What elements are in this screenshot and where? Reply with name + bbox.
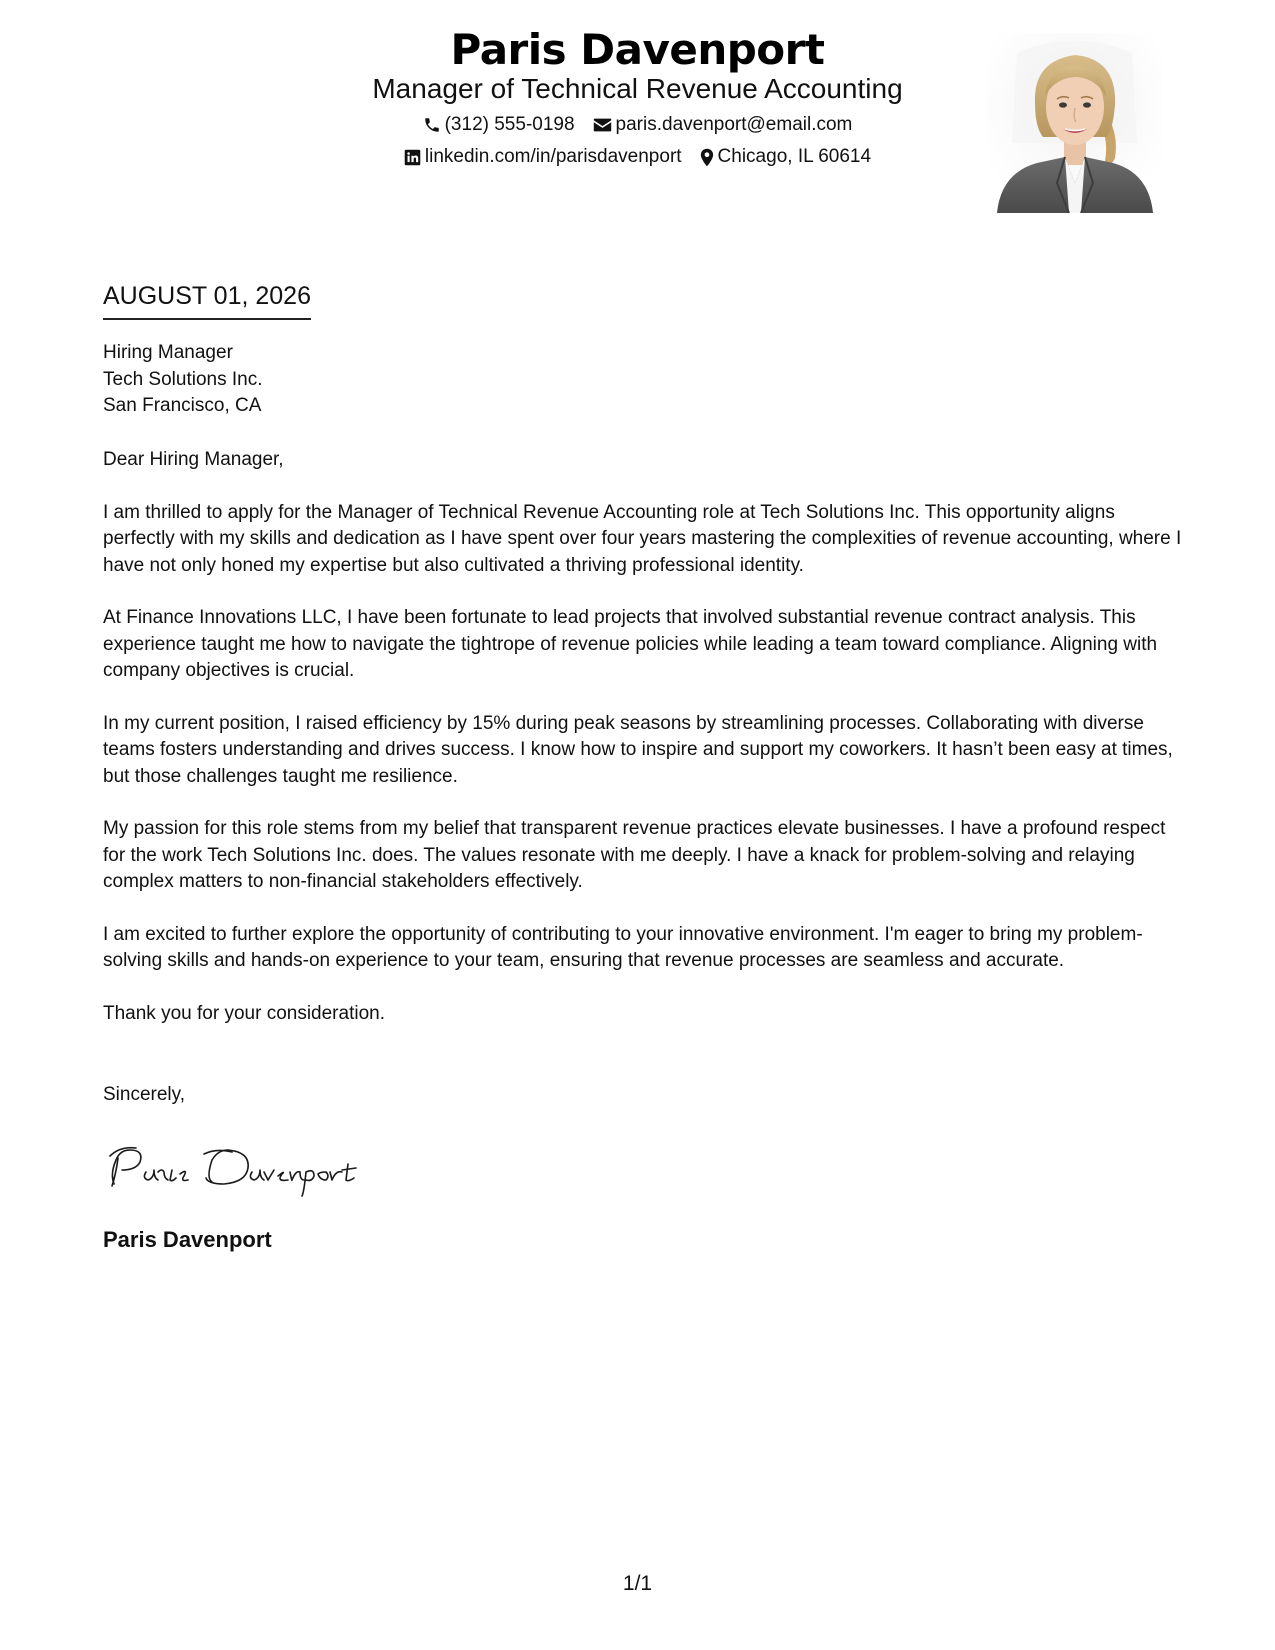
contact-location <box>700 144 872 170</box>
closing-line: Sincerely, <box>103 1084 186 1105</box>
contact-email[interactable] <box>593 112 853 138</box>
location-text: Chicago, IL 60614 <box>717 146 872 167</box>
handwritten-signature <box>100 1138 370 1198</box>
map-pin-icon <box>700 148 714 167</box>
letter-body <box>103 447 1183 1053</box>
recipient-company: Tech Solutions Inc. <box>103 368 263 390</box>
signed-name: Paris Davenport <box>103 1227 272 1252</box>
profile-photo <box>987 33 1162 213</box>
body-paragraph: In my current position, I raised efficiency by 15% during peak seasons by streamlining processes. Collaborating with diverse teams fosters understanding and drives success. I know how to inspire and support my coworkers. It hasn’t been easy at times, but those challenges taught me resilience. <box>103 712 1173 787</box>
linkedin-text: linkedin.com/in/parisdavenport <box>424 146 682 167</box>
job-title: Manager of Technical Revenue Accounting <box>372 73 903 104</box>
body-paragraph: At Finance Innovations LLC, I have been fortunate to lead projects that involved substantial revenue contract analysis. This experience taught me how to navigate the tightrope of revenue policies while leading a team toward compliance. Aligning with company objectives is crucial. <box>103 607 1158 681</box>
envelope-icon <box>593 117 612 133</box>
body-paragraph: I am excited to further explore the opportunity of contributing to your innovative environment. I'm eager to bring my problem-solving skills and hands-on experience to your team, ensuring that revenue processes are seamless and accurate. <box>103 923 1143 971</box>
applicant-name: Paris Davenport <box>450 25 825 74</box>
body-paragraph: I am thrilled to apply for the Manager of Technical Revenue Accounting role at Tech Solutions Inc. This opportunity aligns perfectly with my skills and dedication as I have spent over four years mastering the complexities of revenue accounting, where I have not only honed my expertise but also cultivated a thriving professional identity. <box>103 501 1182 576</box>
contact-phone[interactable] <box>423 112 575 138</box>
letter-header <box>0 0 1275 220</box>
email-text: paris.davenport@email.com <box>615 114 853 135</box>
page-number: 1/1 <box>622 1572 653 1595</box>
body-paragraph: My passion for this role stems from my belief that transparent revenue practices elevate businesses. I have a profound respect for the work Tech Solutions Inc. does. The values resonate with me deeply. I have a knack for problem-solving and relaying complex matters to non-financial stakeholders effectively. <box>103 818 1166 892</box>
thanks-line: Thank you for your consideration. <box>103 1002 385 1024</box>
recipient-name: Hiring Manager <box>103 342 233 363</box>
phone-icon <box>423 116 441 134</box>
recipient-location: San Francisco, CA <box>103 395 262 416</box>
salutation: Dear Hiring Manager, <box>103 449 284 470</box>
contact-linkedin[interactable] <box>404 144 682 170</box>
recipient-block <box>103 340 262 420</box>
phone-text: (312) 555-0198 <box>444 114 575 135</box>
letter-date: AUGUST 01, 2026 <box>103 280 311 320</box>
linkedin-icon <box>404 149 421 166</box>
